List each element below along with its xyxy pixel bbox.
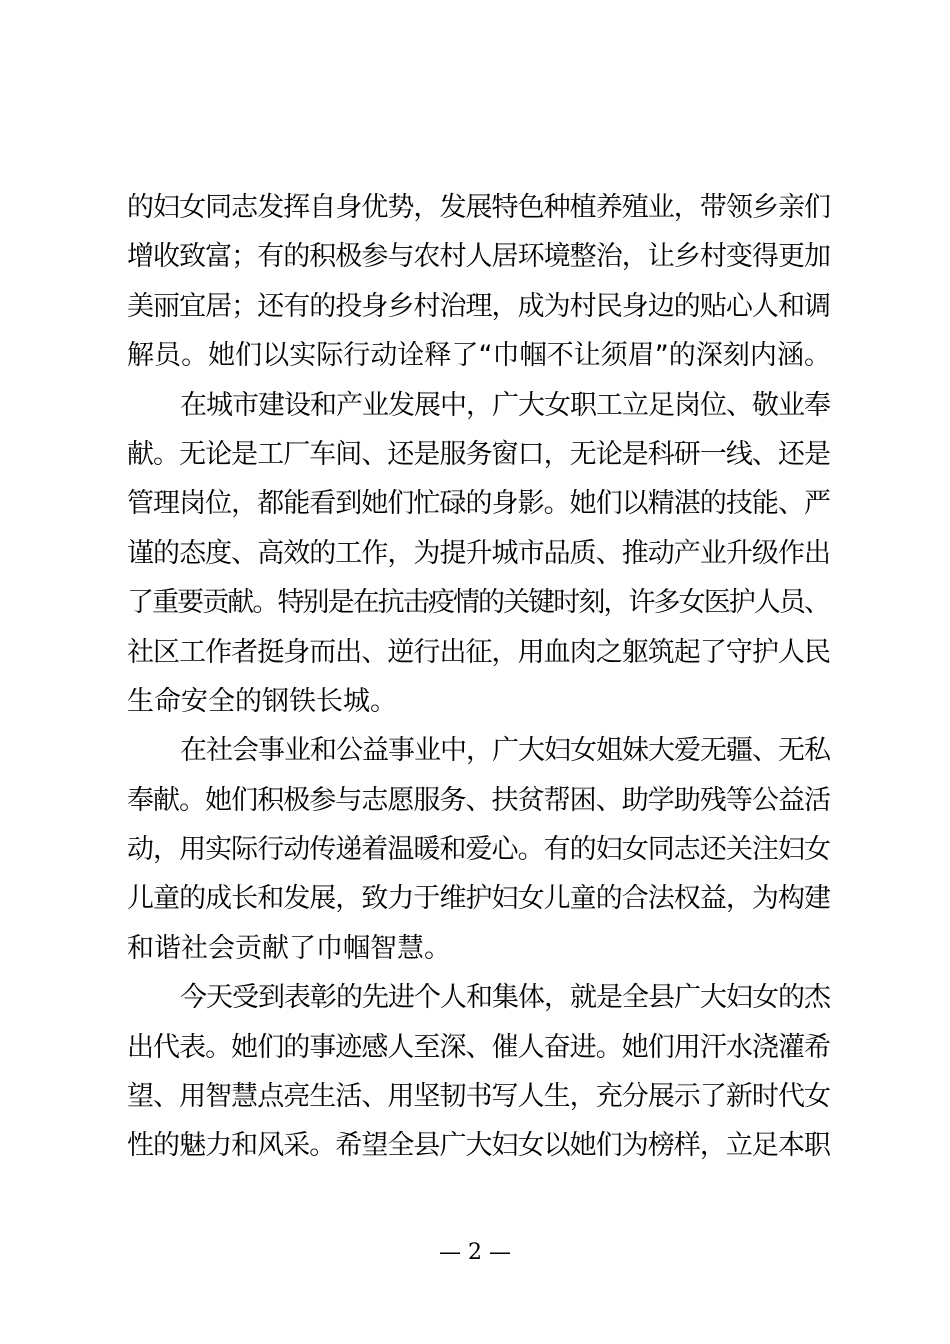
text-line: 望、用智慧点亮生活、用坚韧书写人生，充分展示了新时代女 [127, 1081, 831, 1113]
text-line: 出代表。她们的事迹感人至深、催人奋进。她们用汗水浇灌希 [127, 1031, 831, 1063]
text-line: 性的魅力和风采。希望全县广大妇女以她们为榜样，立足本职 [127, 1130, 831, 1162]
text-line: 谨的态度、高效的工作，为提升城市品质、推动产业升级作出 [127, 537, 831, 569]
text-line: 社区工作者挺身而出、逆行出征，用血肉之躯筑起了守护人民 [127, 636, 831, 668]
paragraph [127, 183, 831, 381]
paragraph [127, 726, 831, 973]
text-line: 献。无论是工厂车间、还是服务窗口，无论是科研一线、还是 [127, 438, 831, 470]
text-line: 解员。她们以实际行动诠释了“巾帼不让须眉”的深刻内涵。 [127, 340, 832, 372]
paragraph [127, 381, 831, 727]
text-line: 美丽宜居；还有的投身乡村治理，成为村民身边的贴心人和调 [127, 290, 831, 322]
text-line: 和谐社会贡献了巾帼智慧。 [127, 932, 451, 964]
text-line: 的妇女同志发挥自身优势，发展特色种植养殖业，带领乡亲们 [127, 192, 831, 223]
text-line: 奉献。她们积极参与志愿服务、扶贫帮困、助学助残等公益活 [127, 784, 831, 816]
text-line: 了重要贡献。特别是在抗击疫情的关键时刻，许多女医护人员、 [127, 587, 830, 619]
paragraph [127, 973, 831, 1171]
page-number: — 2 — [439, 1240, 511, 1265]
text-line: 今天受到表彰的先进个人和集体，就是全县广大妇女的杰 [180, 982, 830, 1014]
text-line: 动，用实际行动传递着温暖和爱心。有的妇女同志还关注妇女 [127, 834, 831, 866]
text-line: 生命安全的钢铁长城。 [127, 685, 397, 717]
text-line: 增收致富；有的积极参与农村人居环境整治，让乡村变得更加 [127, 241, 831, 273]
text-line: 儿童的成长和发展，致力于维护妇女儿童的合法权益，为构建 [127, 883, 831, 915]
text-line: 管理岗位，都能看到她们忙碌的身影。她们以精湛的技能、严 [127, 488, 831, 520]
text-line: 在城市建设和产业发展中，广大女职工立足岗位、敬业奉 [180, 389, 830, 421]
document-body [127, 183, 831, 1171]
text-line: 在社会事业和公益事业中，广大妇女姐妹大爱无疆、无私 [180, 735, 830, 767]
